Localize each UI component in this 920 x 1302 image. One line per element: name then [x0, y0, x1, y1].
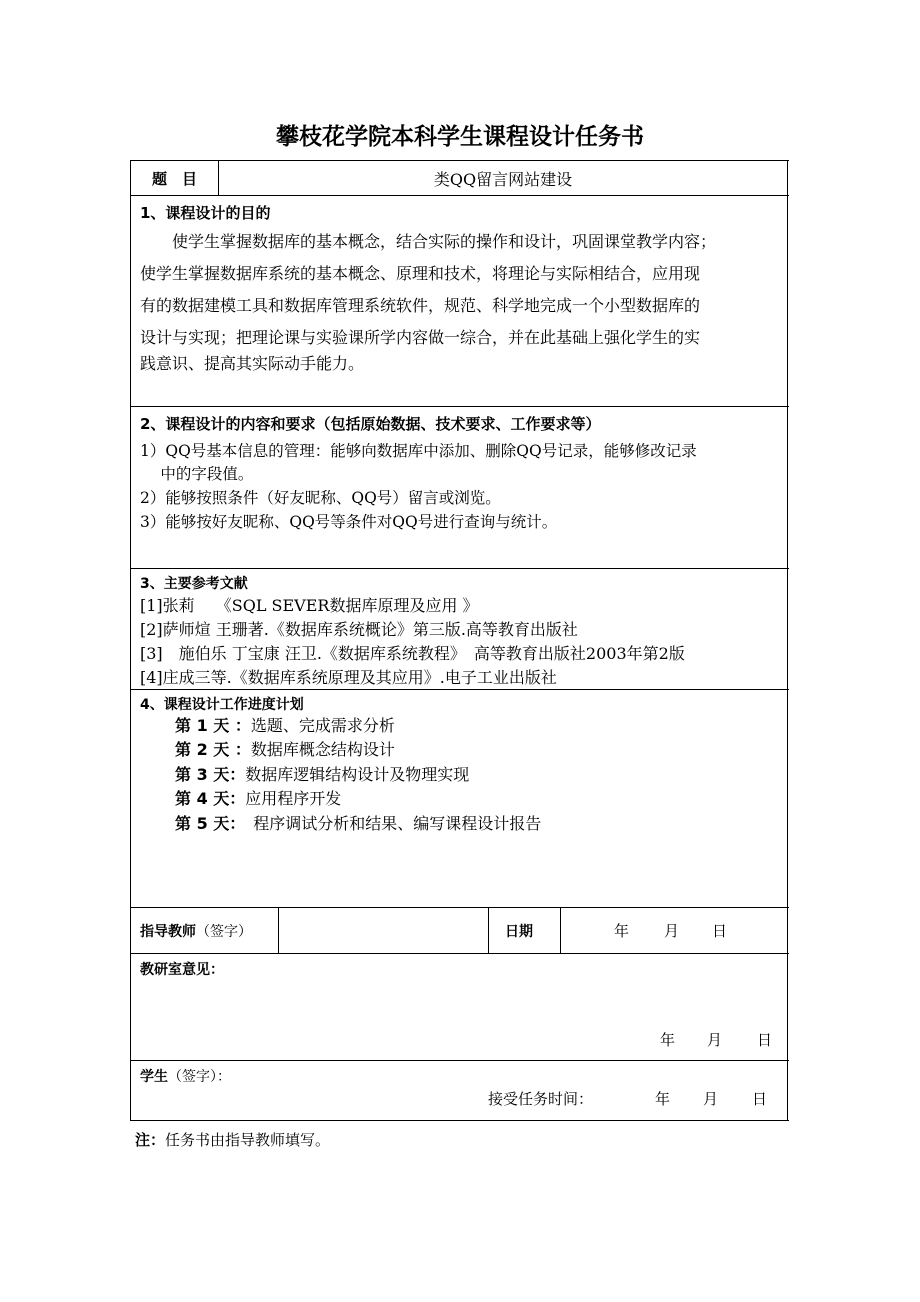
date-label: 日期 [505, 924, 533, 940]
accept-day: 日 [752, 1090, 768, 1108]
schedule-day [175, 787, 341, 812]
accept-month: 月 [703, 1090, 719, 1108]
schedule-day-task: 数据库逻辑结构设计及物理实现 [245, 765, 470, 784]
dept-date-month: 月 [707, 1031, 723, 1049]
reference-item: [3] 施伯乐 丁宝康 汪卫.《数据库系统教程》 高等教育出版社2003年第2版 [140, 644, 685, 663]
schedule-day-label: 第 1 天 ： [175, 716, 251, 735]
date-month: 月 [664, 922, 680, 940]
schedule-day-label: 第 3 天： [175, 765, 246, 784]
section1-line-2: 使学生掌握数据库系统的基本概念、原理和技术，将理论与实际相结合，应用现 [140, 264, 701, 283]
section4-heading: 4、课程设计工作进度计划 [140, 697, 304, 713]
schedule-day [175, 714, 395, 739]
section2-heading: 2、课程设计的内容和要求（包括原始数据、技术要求、工作要求等） [140, 415, 601, 433]
topic-value: 类QQ留言网站建设 [433, 170, 573, 189]
teacher-label: 指导教师（签字） [140, 924, 252, 940]
footnote: 注：任务书由指导教师填写。 [135, 1131, 331, 1149]
reference-item: [4]庄成三等.《数据库系统原理及其应用》.电子工业出版社 [140, 668, 557, 687]
section2-item-1: 1）QQ号基本信息的管理：能够向数据库中添加、删除QQ号记录，能够修改记录 [140, 442, 697, 460]
schedule-day-label: 第 4 天： [175, 789, 246, 808]
date-day: 日 [712, 922, 728, 940]
schedule-day [175, 738, 395, 763]
schedule-day-label: 第 5 天： [175, 814, 238, 833]
section3-heading: 3、主要参考文献 [140, 576, 248, 592]
section2-item-1-cont: 中的字段值。 [140, 465, 254, 483]
section1-line-5: 践意识、提高其实际动手能力。 [140, 354, 365, 373]
section1-line-3: 有的数据建模工具和数据库管理系统软件，规范、科学地完成一个小型数据库的 [140, 296, 701, 315]
section1-line-1: 使学生掌握数据库的基本概念，结合实际的操作和设计，巩固课堂教学内容； [140, 232, 717, 251]
schedule-day-label: 第 2 天 ： [175, 740, 251, 759]
section1-heading: 1、课程设计的目的 [140, 204, 271, 222]
accept-year: 年 [655, 1090, 671, 1108]
reference-item: [2]萨师煊 王珊著.《数据库系统概论》第三版.高等教育出版社 [140, 620, 578, 639]
accept-time-label: 接受任务时间： [488, 1090, 594, 1108]
date-year: 年 [614, 922, 630, 940]
dept-opinion-label: 教研室意见： [140, 962, 224, 978]
section2-item-2: 2）能够按照条件（好友昵称、QQ号）留言或浏览。 [140, 489, 501, 507]
section2-item-3: 3）能够按好友昵称、QQ号等条件对QQ号进行查询与统计。 [140, 513, 558, 531]
reference-item: [1]张莉 《SQL SEVER数据库原理及应用 》 [140, 596, 479, 615]
schedule-day [175, 812, 541, 837]
section1-line-4: 设计与实现；把理论课与实验课所学内容做一综合，并在此基础上强化学生的实 [140, 328, 701, 347]
schedule-day [175, 763, 469, 788]
student-label: 学生（签字）： [140, 1069, 231, 1085]
schedule-day-task: 选题、完成需求分析 [250, 716, 395, 735]
schedule-day-task: 数据库概念结构设计 [250, 740, 395, 759]
page-title: 攀枝花学院本科学生课程设计任务书 [276, 124, 644, 150]
dept-date-year: 年 [660, 1031, 676, 1049]
schedule-day-task: 程序调试分析和结果、编写课程设计报告 [237, 814, 542, 833]
topic-label: 题 目 [152, 170, 198, 188]
schedule-day-task: 应用程序开发 [245, 789, 342, 808]
dept-date-day: 日 [757, 1031, 773, 1049]
